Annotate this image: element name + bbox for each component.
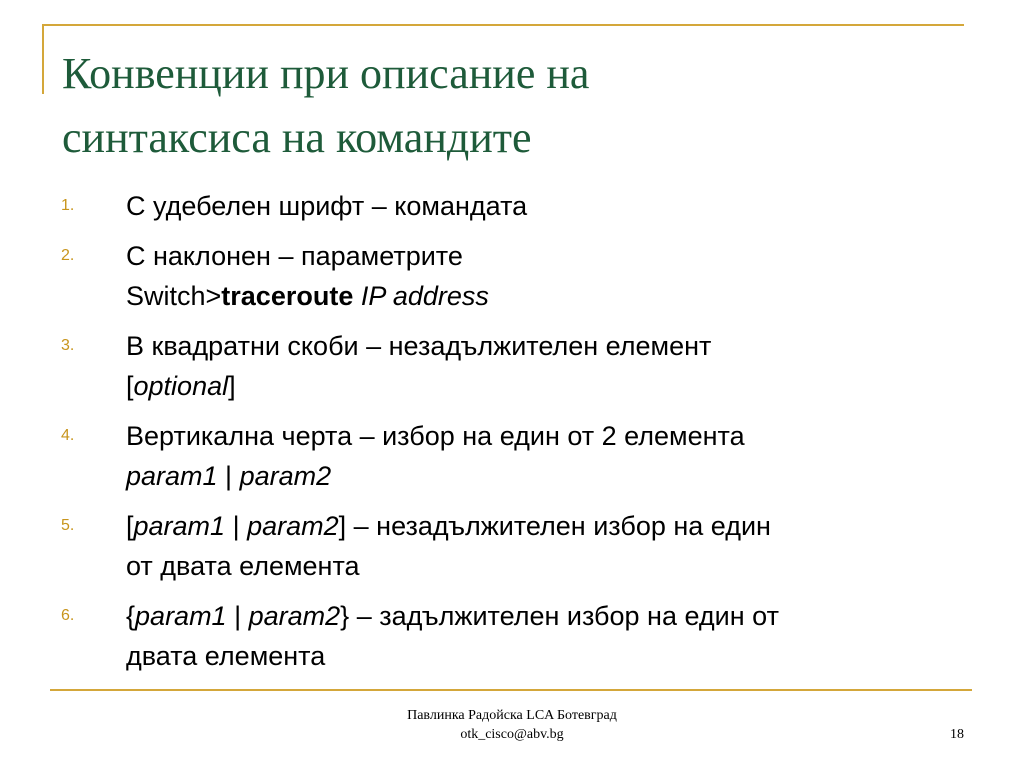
separator: | bbox=[217, 461, 240, 491]
list-item bbox=[0, 186, 1024, 226]
item-text: – незадължителен избор на един bbox=[346, 511, 771, 541]
cli-prompt: Switch> bbox=[126, 281, 222, 311]
open-bracket: [ bbox=[126, 371, 134, 401]
param1: param1 bbox=[126, 461, 218, 491]
item-text-continued: от двата елемента bbox=[126, 551, 360, 581]
item-number: 4. bbox=[61, 427, 75, 444]
param2: param2 bbox=[247, 511, 339, 541]
close-bracket: ] bbox=[338, 511, 347, 541]
footer-author: Павлинка Радойска LCA Ботевград bbox=[407, 708, 617, 723]
param2: param2 bbox=[239, 461, 332, 491]
title-line-2: синтаксиса на командите bbox=[62, 113, 532, 162]
list-item bbox=[0, 506, 1024, 586]
list-item bbox=[0, 236, 1024, 316]
slide-title bbox=[62, 42, 942, 170]
optional-example: optional bbox=[133, 371, 229, 401]
separator: | bbox=[225, 511, 248, 541]
item-text: – задължителен избор на един от bbox=[349, 601, 779, 631]
cli-parameter: IP address bbox=[360, 281, 489, 311]
cli-command: traceroute bbox=[221, 281, 354, 311]
item-number: 5. bbox=[61, 517, 75, 534]
footer-email: otk_cisco@abv.bg bbox=[460, 727, 564, 742]
item-number: 2. bbox=[61, 247, 75, 264]
list-item bbox=[0, 326, 1024, 406]
item-text: С удебелен шрифт – командата bbox=[126, 191, 528, 221]
item-text: Вертикална черта – избор на един от 2 елемента bbox=[126, 421, 745, 451]
list-item bbox=[0, 596, 1024, 676]
item-number: 6. bbox=[61, 607, 75, 624]
item-text-continued: двата елемента bbox=[126, 641, 326, 671]
item-number: 3. bbox=[61, 337, 75, 354]
param1: param1 bbox=[135, 601, 227, 631]
separator: | bbox=[226, 601, 249, 631]
page-number: 18 bbox=[950, 727, 964, 742]
item-number: 1. bbox=[61, 197, 75, 214]
title-line-1: Конвенции при описание на bbox=[62, 49, 590, 98]
close-brace: } bbox=[340, 601, 350, 631]
footer bbox=[0, 706, 1024, 744]
close-bracket: ] bbox=[228, 371, 236, 401]
frame-vertical-line bbox=[42, 24, 44, 94]
param2: param2 bbox=[248, 601, 341, 631]
conventions-list bbox=[0, 186, 1024, 686]
item-text: В квадратни скоби – незадължителен елемент bbox=[126, 331, 712, 361]
open-brace: { bbox=[126, 601, 136, 631]
list-item bbox=[0, 416, 1024, 496]
footer-divider bbox=[50, 689, 972, 691]
frame-top-line bbox=[42, 24, 964, 26]
open-bracket: [ bbox=[126, 511, 134, 541]
item-text: С наклонен – параметрите bbox=[126, 241, 463, 271]
param1: param1 bbox=[133, 511, 226, 541]
